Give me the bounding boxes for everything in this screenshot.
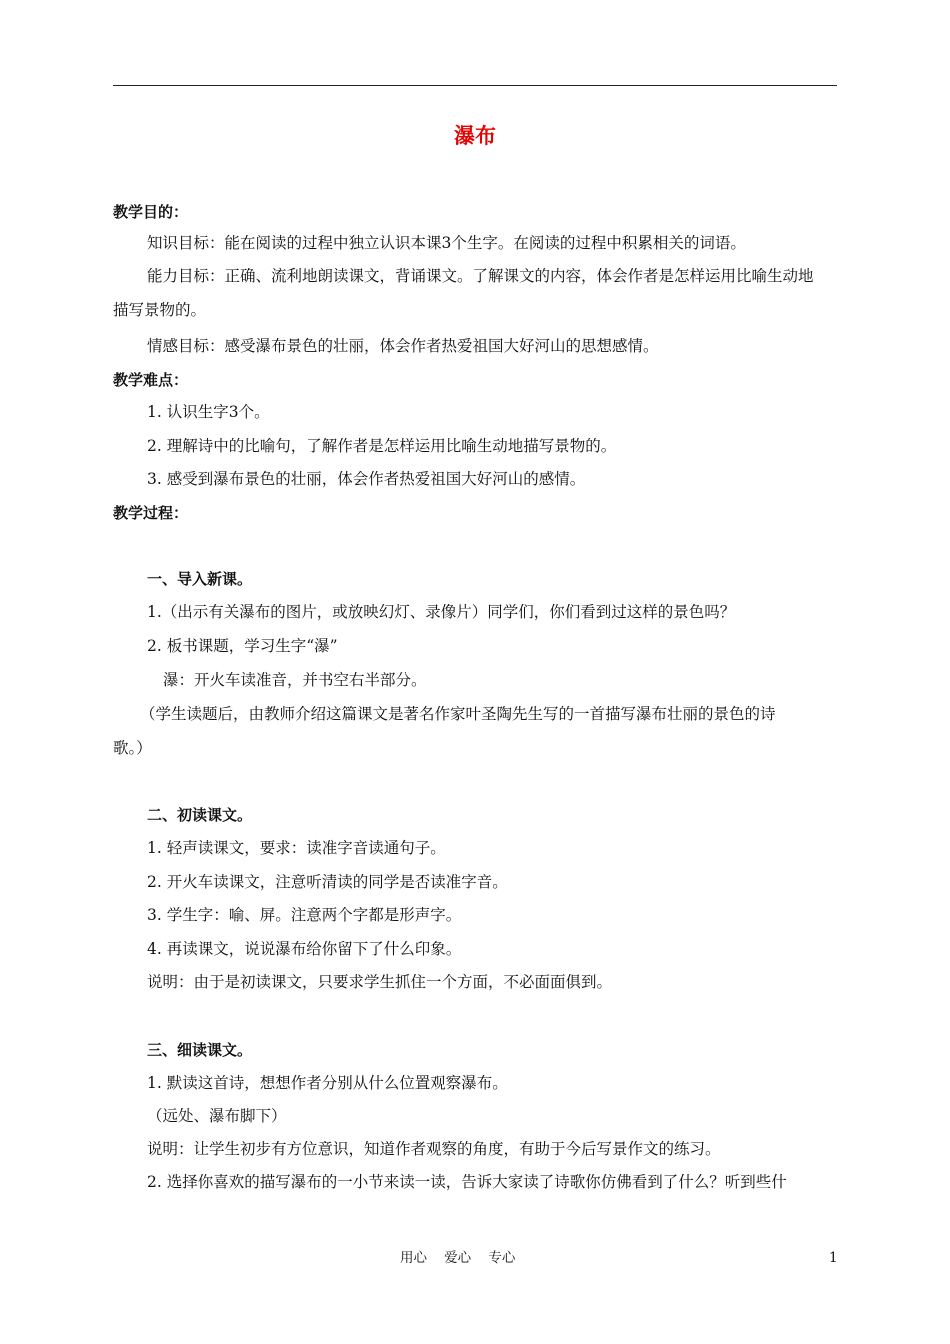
header-rule (113, 85, 837, 86)
difficulty-item: 2. 理解诗中的比喻句，了解作者是怎样运用比喻生动地描写景物的。 (147, 437, 617, 455)
part-1-note-line-2: 歌。） (113, 739, 152, 757)
part-2-note: 说明：由于是初读课文，只要求学生抓住一个方面，不必面面俱到。 (147, 973, 613, 991)
part-1-item-2-note: 瀑：开火车读准音，并书空右半部分。 (163, 671, 427, 689)
part-2-item: 1. 轻声读课文，要求：读准字音读通句子。 (147, 839, 446, 857)
part-1-heading: 一、导入新课。 (147, 570, 253, 588)
document-title: 瀑布 (454, 124, 496, 148)
aims-ability-line-1: 能力目标：正确、流利地朗读课文，背诵课文。了解课文的内容，体会作者是怎样运用比喻生动地 (147, 267, 814, 285)
part-3-item-2: 2. 选择你喜欢的描写瀑布的一小节来读一读，告诉大家读了诗歌你仿佛看到了什么？听到些什 (147, 1173, 787, 1191)
part-2-item: 4. 再读课文，说说瀑布给你留下了什么印象。 (147, 940, 462, 958)
part-1-item-2: 2. 板书课题，学习生字“瀑” (147, 637, 338, 655)
part-1-item-1: 1.（出示有关瀑布的图片，或放映幻灯、录像片）同学们，你们看到过这样的景色吗？ (147, 603, 736, 621)
part-3-item-1: 1. 默读这首诗，想想作者分别从什么位置观察瀑布。 (147, 1074, 508, 1092)
part-1-note-line-1: （学生读题后，由教师介绍这篇课文是著名作家叶圣陶先生写的一首描写瀑布壮丽的景色的诗 (140, 705, 776, 723)
part-2-item: 3. 学生字：喻、屏。注意两个字都是形声字。 (147, 906, 462, 924)
page-number: 1 (829, 1250, 838, 1266)
part-2-item: 2. 开火车读课文，注意听清读的同学是否读准字音。 (147, 873, 508, 891)
aims-knowledge: 知识目标：能在阅读的过程中独立认识本课3个生字。在阅读的过程中积累相关的词语。 (147, 234, 746, 252)
difficulty-item: 1. 认识生字3个。 (147, 403, 270, 421)
difficulties-heading: 教学难点： (113, 371, 189, 389)
aims-ability-line-2: 描写景物的。 (113, 301, 207, 319)
part-3-heading: 三、细读课文。 (147, 1041, 253, 1059)
part-3-note: 说明：让学生初步有方位意识，知道作者观察的角度，有助于今后写景作文的练习。 (147, 1140, 721, 1158)
part-2-heading: 二、初读课文。 (147, 806, 253, 824)
difficulty-item: 3. 感受到瀑布景色的壮丽，体会作者热爱祖国大好河山的感情。 (147, 470, 586, 488)
process-heading: 教学过程： (113, 504, 189, 522)
aims-emotion: 情感目标：感受瀑布景色的壮丽，体会作者热爱祖国大好河山的思想感情。 (147, 337, 659, 355)
part-3-answer: （远处、瀑布脚下） (147, 1107, 287, 1125)
aims-heading: 教学目的： (113, 203, 189, 221)
footer-motto: 用心 爱心 专心 (400, 1250, 516, 1266)
